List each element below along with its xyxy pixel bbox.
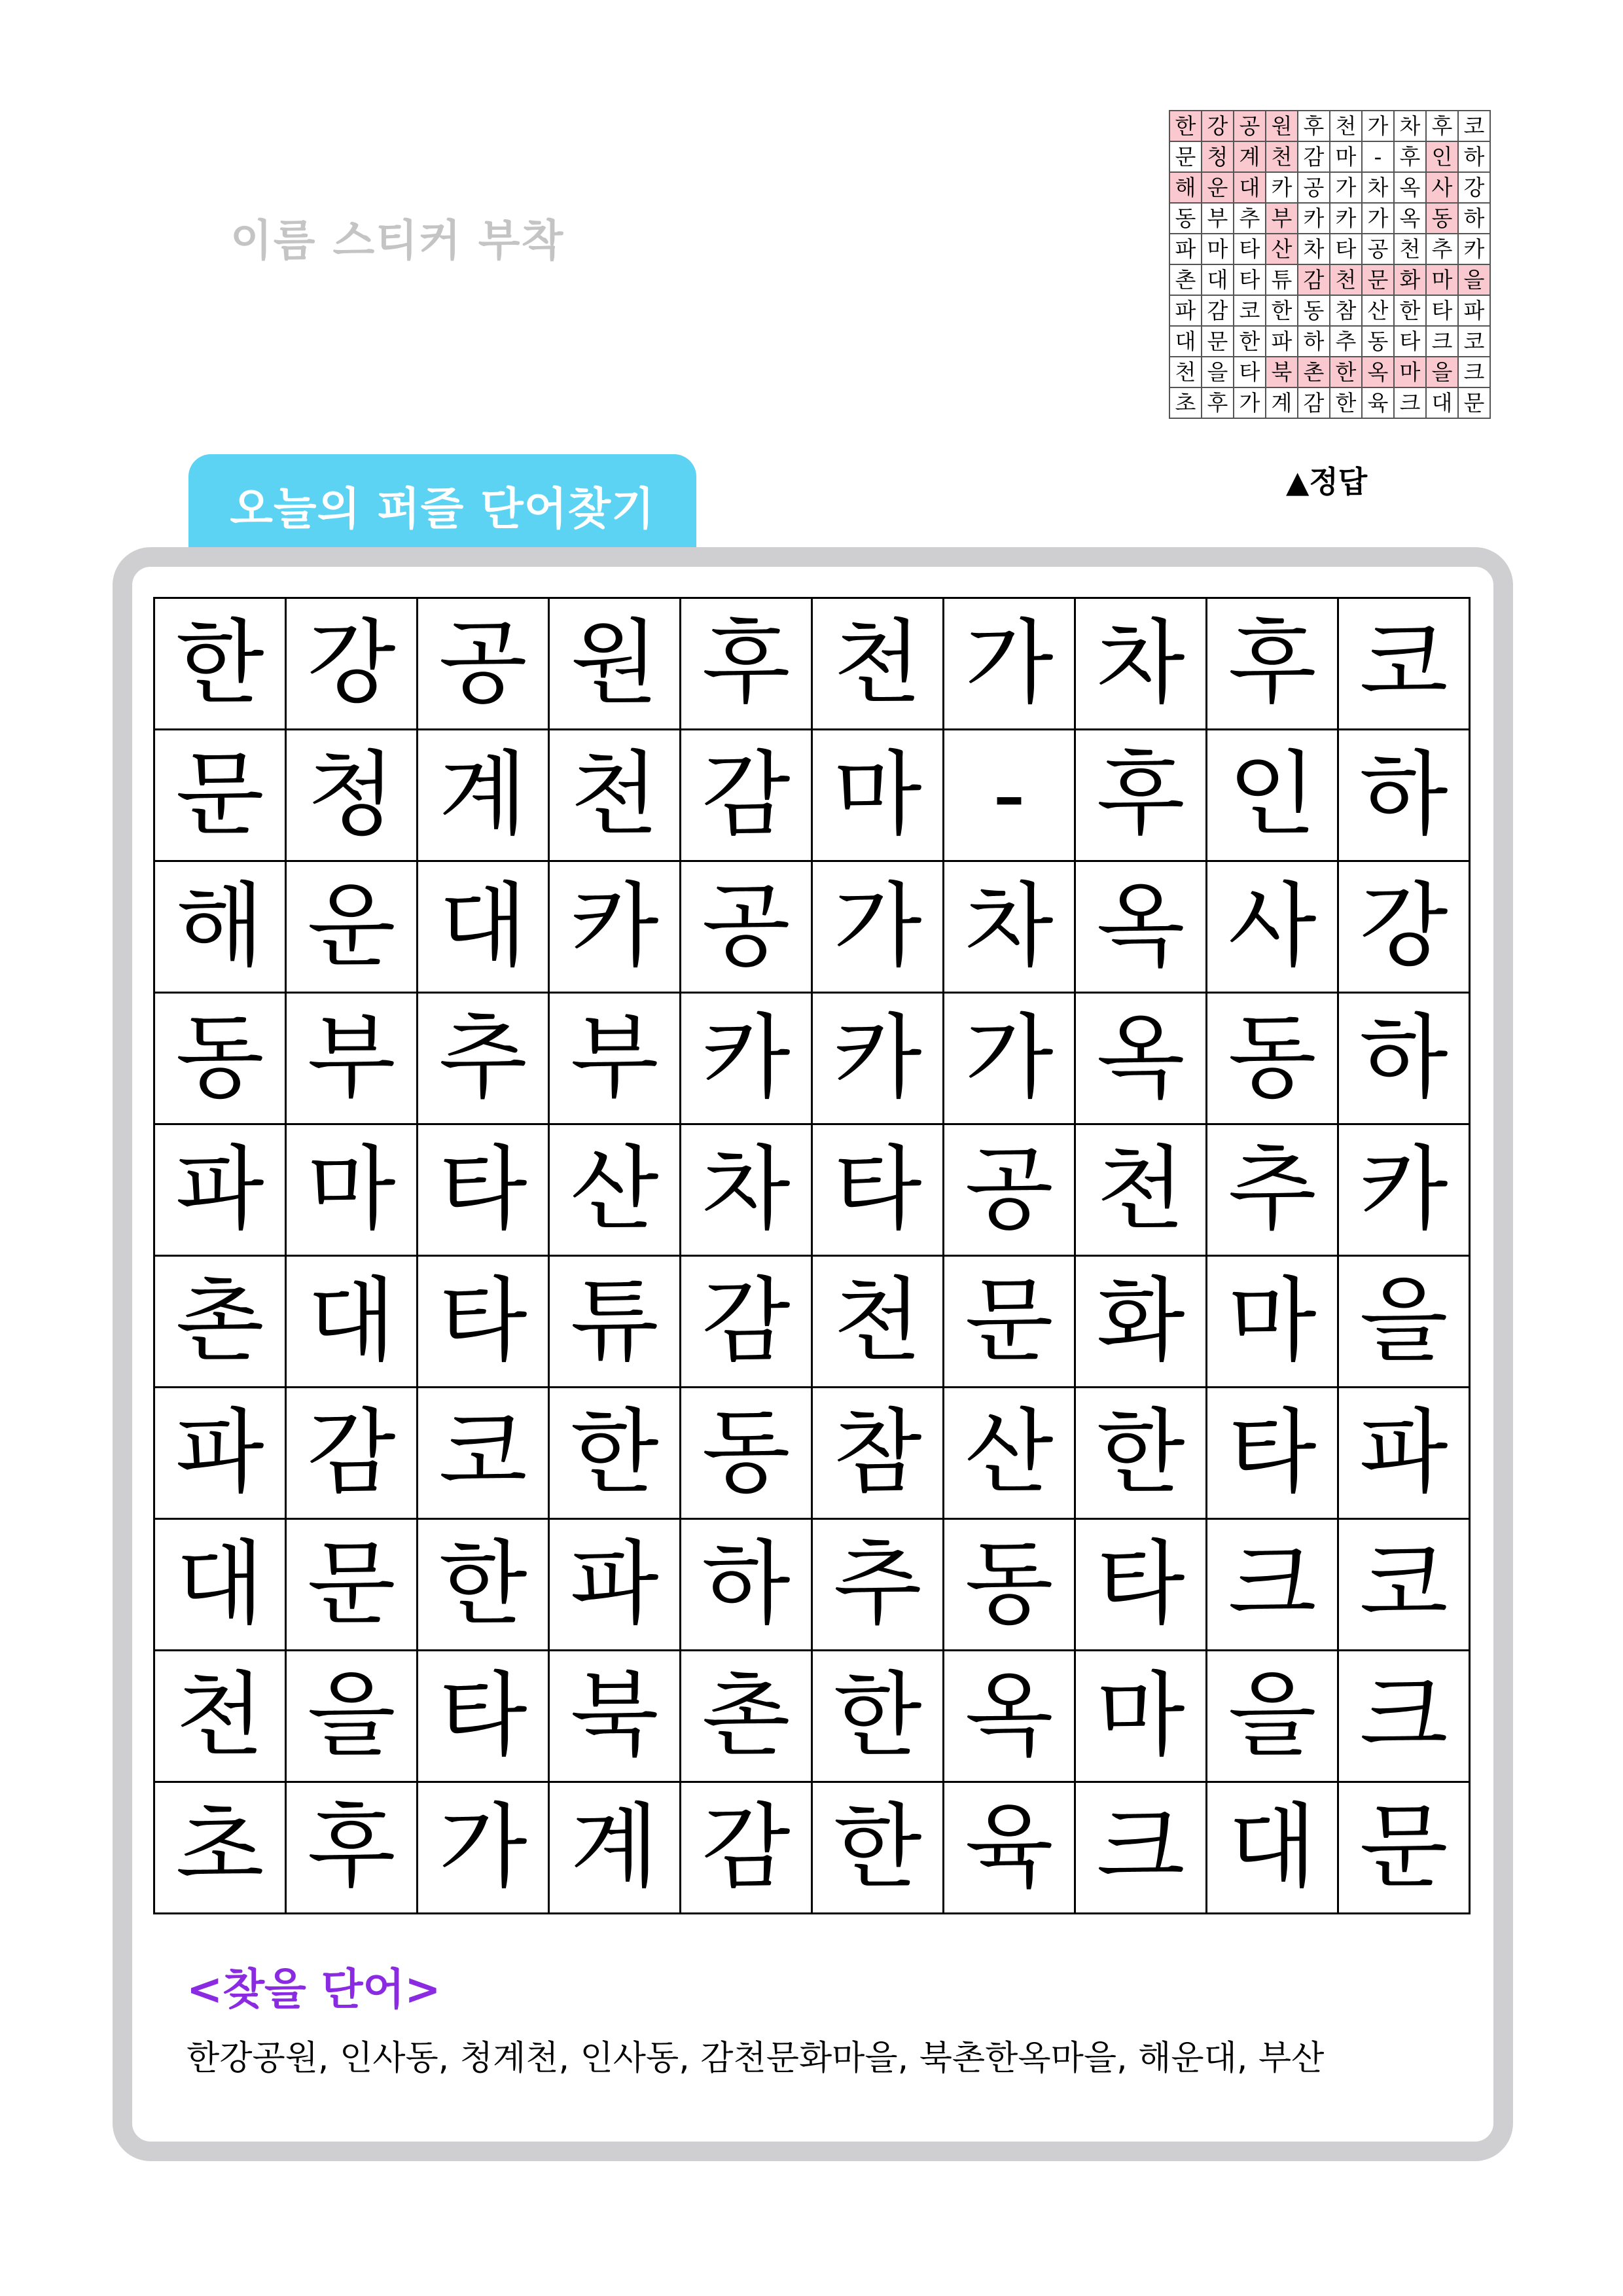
answer-key-cell: 동 [1362, 326, 1394, 357]
puzzle-cell: 옥 [1075, 993, 1207, 1124]
puzzle-cell: 부 [286, 993, 418, 1124]
puzzle-cell: 천 [1075, 1124, 1207, 1256]
answer-key-cell: 차 [1362, 172, 1394, 203]
puzzle-row [154, 861, 1470, 993]
puzzle-cell: 감 [681, 1782, 812, 1914]
puzzle-cell: 청 [286, 730, 418, 861]
puzzle-cell: 타 [1075, 1519, 1207, 1651]
puzzle-cell: 한 [418, 1519, 549, 1651]
puzzle-cell: 계 [549, 1782, 681, 1914]
answer-key-cell: - [1362, 141, 1394, 172]
answer-key-cell: 동 [1426, 203, 1458, 234]
answer-key-cell: 차 [1394, 111, 1426, 141]
answer-key-cell: 크 [1426, 326, 1458, 357]
puzzle-cell: 동 [154, 993, 286, 1124]
puzzle-cell: 하 [1338, 993, 1470, 1124]
puzzle-row [154, 598, 1470, 730]
answer-key-cell: 촌 [1298, 357, 1330, 387]
puzzle-cell: 부 [549, 993, 681, 1124]
answer-key-cell: 을 [1458, 264, 1490, 295]
answer-key-cell: 코 [1458, 111, 1490, 141]
puzzle-cell: 공 [418, 598, 549, 730]
puzzle-cell: 초 [154, 1782, 286, 1914]
puzzle-cell: 타 [418, 1124, 549, 1256]
answer-key-row [1169, 172, 1490, 203]
puzzle-cell: 북 [549, 1651, 681, 1782]
answer-key-cell: 옥 [1362, 357, 1394, 387]
puzzle-cell: 문 [944, 1256, 1075, 1388]
answer-key-cell: 대 [1169, 326, 1202, 357]
puzzle-cell: 을 [286, 1651, 418, 1782]
puzzle-cell: 강 [286, 598, 418, 730]
answer-key-cell: 크 [1458, 357, 1490, 387]
answer-key-cell: 한 [1330, 387, 1362, 418]
puzzle-cell: 문 [1338, 1782, 1470, 1914]
answer-key-cell: 가 [1362, 203, 1394, 234]
puzzle-cell: 한 [154, 598, 286, 730]
answer-key-cell: 천 [1266, 141, 1298, 172]
puzzle-cell: 타 [1207, 1388, 1338, 1519]
puzzle-cell: 동 [1207, 993, 1338, 1124]
answer-key-cell: 후 [1394, 141, 1426, 172]
answer-key-cell: 카 [1266, 172, 1298, 203]
answer-key-cell: 해 [1169, 172, 1202, 203]
answer-key-cell: 강 [1202, 111, 1234, 141]
puzzle-cell: 공 [681, 861, 812, 993]
puzzle-row [154, 1256, 1470, 1388]
puzzle-cell: 문 [286, 1519, 418, 1651]
words-list: 한강공원, 인사동, 청계천, 인사동, 감천문화마을, 북촌한옥마을, 해운대, 부산 [187, 2039, 1325, 2078]
answer-key-row [1169, 387, 1490, 418]
answer-key-cell: 육 [1362, 387, 1394, 418]
puzzle-cell: 파 [154, 1388, 286, 1519]
answer-key-cell: 타 [1234, 357, 1266, 387]
answer-key-cell: 공 [1298, 172, 1330, 203]
answer-key-cell: 타 [1234, 234, 1266, 264]
puzzle-cell: 산 [549, 1124, 681, 1256]
puzzle-cell: 파 [1338, 1388, 1470, 1519]
answer-key-cell: 추 [1330, 326, 1362, 357]
answer-key-cell: 산 [1266, 234, 1298, 264]
puzzle-row [154, 1388, 1470, 1519]
puzzle-cell: 사 [1207, 861, 1338, 993]
answer-key-cell: 초 [1169, 387, 1202, 418]
answer-key-grid [1169, 110, 1491, 419]
puzzle-cell: 파 [549, 1519, 681, 1651]
answer-key-cell: 튜 [1266, 264, 1298, 295]
puzzle-cell: 추 [418, 993, 549, 1124]
puzzle-cell: 감 [681, 1256, 812, 1388]
puzzle-tab [188, 454, 696, 551]
puzzle-cell: 대 [286, 1256, 418, 1388]
answer-key-row [1169, 326, 1490, 357]
answer-key-cell: 파 [1169, 234, 1202, 264]
puzzle-cell: 하 [1338, 730, 1470, 861]
puzzle-cell: 후 [286, 1782, 418, 1914]
answer-key-cell: 크 [1394, 387, 1426, 418]
puzzle-cell: 인 [1207, 730, 1338, 861]
answer-key-cell: 차 [1298, 234, 1330, 264]
answer-key-row [1169, 264, 1490, 295]
puzzle-row [154, 1519, 1470, 1651]
answer-key-cell: 동 [1169, 203, 1202, 234]
answer-key-cell: 카 [1330, 203, 1362, 234]
puzzle-cell: 차 [1075, 598, 1207, 730]
answer-key-cell: 화 [1394, 264, 1426, 295]
answer-key-cell: 코 [1234, 295, 1266, 326]
puzzle-cell: 참 [812, 1388, 944, 1519]
answer-key-cell: 대 [1426, 387, 1458, 418]
puzzle-cell: 대 [154, 1519, 286, 1651]
answer-key-cell: 대 [1202, 264, 1234, 295]
puzzle-cell: 가 [944, 598, 1075, 730]
puzzle-cell: 해 [154, 861, 286, 993]
answer-key-label: ▲정답 [1286, 464, 1368, 499]
puzzle-cell: 문 [154, 730, 286, 861]
answer-key-row [1169, 357, 1490, 387]
answer-key-cell: 감 [1298, 141, 1330, 172]
puzzle-cell: 감 [681, 730, 812, 861]
answer-key-cell: 파 [1458, 295, 1490, 326]
puzzle-cell: 천 [812, 1256, 944, 1388]
puzzle-cell: 크 [1207, 1519, 1338, 1651]
puzzle-cell: 천 [549, 730, 681, 861]
puzzle-cell: 하 [681, 1519, 812, 1651]
puzzle-cell: 강 [1338, 861, 1470, 993]
puzzle-cell: 추 [1207, 1124, 1338, 1256]
answer-key-cell: 운 [1202, 172, 1234, 203]
puzzle-cell: 카 [1338, 1124, 1470, 1256]
answer-key-cell: 카 [1458, 234, 1490, 264]
puzzle-cell: 코 [1338, 1519, 1470, 1651]
puzzle-cell: 육 [944, 1782, 1075, 1914]
answer-key-cell: 마 [1394, 357, 1426, 387]
answer-key-cell: 문 [1169, 141, 1202, 172]
puzzle-cell: 촌 [154, 1256, 286, 1388]
puzzle-cell: 마 [1075, 1651, 1207, 1782]
answer-key-cell: 한 [1266, 295, 1298, 326]
answer-key-cell: 부 [1202, 203, 1234, 234]
answer-key-cell: 천 [1394, 234, 1426, 264]
puzzle-cell: 운 [286, 861, 418, 993]
puzzle-row [154, 1651, 1470, 1782]
puzzle-cell: 파 [154, 1124, 286, 1256]
answer-key-cell: 후 [1202, 387, 1234, 418]
puzzle-row [154, 1782, 1470, 1914]
answer-key-cell: 타 [1234, 264, 1266, 295]
answer-key-row [1169, 111, 1490, 141]
puzzle-cell: 옥 [1075, 861, 1207, 993]
answer-key-cell: 원 [1266, 111, 1298, 141]
answer-key-cell: 을 [1426, 357, 1458, 387]
answer-key-cell: 하 [1298, 326, 1330, 357]
answer-key-cell: 천 [1169, 357, 1202, 387]
answer-key-cell: 한 [1330, 357, 1362, 387]
answer-key-cell: 사 [1426, 172, 1458, 203]
answer-key-cell: 청 [1202, 141, 1234, 172]
puzzle-title: 오늘의 퍼즐 단어찾기 [230, 484, 655, 535]
puzzle-cell: 공 [944, 1124, 1075, 1256]
puzzle-cell: 마 [286, 1124, 418, 1256]
answer-key-cell: 가 [1362, 111, 1394, 141]
answer-key-cell: 부 [1266, 203, 1298, 234]
puzzle-row [154, 730, 1470, 861]
answer-key-cell: 카 [1298, 203, 1330, 234]
puzzle-cell: 차 [681, 1124, 812, 1256]
answer-key-cell: 감 [1202, 295, 1234, 326]
answer-key-cell: 동 [1298, 295, 1330, 326]
puzzle-cell: 산 [944, 1388, 1075, 1519]
answer-key-cell: 가 [1234, 387, 1266, 418]
puzzle-cell: - [944, 730, 1075, 861]
puzzle-cell: 동 [944, 1519, 1075, 1651]
puzzle-cell: 가 [812, 861, 944, 993]
puzzle-cell: 을 [1338, 1256, 1470, 1388]
answer-key-cell: 후 [1426, 111, 1458, 141]
answer-key-cell: 문 [1458, 387, 1490, 418]
answer-key-cell: 참 [1330, 295, 1362, 326]
puzzle-cell: 한 [812, 1651, 944, 1782]
puzzle-cell: 후 [681, 598, 812, 730]
puzzle-cell: 카 [812, 993, 944, 1124]
answer-key-cell: 추 [1426, 234, 1458, 264]
answer-key-row [1169, 141, 1490, 172]
answer-key-cell: 천 [1330, 264, 1362, 295]
answer-key-cell: 옥 [1394, 172, 1426, 203]
puzzle-cell: 코 [1338, 598, 1470, 730]
answer-key-cell: 천 [1330, 111, 1362, 141]
answer-key-cell: 마 [1426, 264, 1458, 295]
puzzle-cell: 추 [812, 1519, 944, 1651]
puzzle-cell: 한 [1075, 1388, 1207, 1519]
answer-key-cell: 타 [1330, 234, 1362, 264]
answer-key-cell: 마 [1202, 234, 1234, 264]
answer-key-cell: 후 [1298, 111, 1330, 141]
puzzle-cell: 크 [1075, 1782, 1207, 1914]
answer-key-cell: 코 [1458, 326, 1490, 357]
words-heading: <찾을 단어> [187, 1964, 441, 2015]
puzzle-cell: 후 [1075, 730, 1207, 861]
answer-key-cell: 마 [1330, 141, 1362, 172]
answer-key-cell: 타 [1394, 326, 1426, 357]
answer-key-row [1169, 234, 1490, 264]
puzzle-cell: 후 [1207, 598, 1338, 730]
answer-key-cell: 옥 [1394, 203, 1426, 234]
answer-key-cell: 산 [1362, 295, 1394, 326]
puzzle-cell: 가 [944, 993, 1075, 1124]
answer-key-cell: 추 [1234, 203, 1266, 234]
puzzle-cell: 대 [418, 861, 549, 993]
word-search-grid [153, 597, 1471, 1914]
answer-key-cell: 계 [1266, 387, 1298, 418]
puzzle-cell: 감 [286, 1388, 418, 1519]
puzzle-cell: 크 [1338, 1651, 1470, 1782]
puzzle-cell: 카 [549, 861, 681, 993]
answer-key-cell: 한 [1394, 295, 1426, 326]
answer-key-cell: 대 [1234, 172, 1266, 203]
puzzle-cell: 타 [418, 1256, 549, 1388]
puzzle-cell: 가 [418, 1782, 549, 1914]
puzzle-cell: 차 [944, 861, 1075, 993]
answer-key-cell: 가 [1330, 172, 1362, 203]
puzzle-cell: 을 [1207, 1651, 1338, 1782]
puzzle-cell: 한 [812, 1782, 944, 1914]
puzzle-cell: 한 [549, 1388, 681, 1519]
puzzle-row [154, 1124, 1470, 1256]
puzzle-cell: 계 [418, 730, 549, 861]
puzzle-cell: 천 [154, 1651, 286, 1782]
answer-key-cell: 감 [1298, 264, 1330, 295]
puzzle-cell: 동 [681, 1388, 812, 1519]
answer-key-cell: 감 [1298, 387, 1330, 418]
answer-key-row [1169, 295, 1490, 326]
answer-key-cell: 하 [1458, 203, 1490, 234]
puzzle-cell: 타 [812, 1124, 944, 1256]
answer-key-cell: 계 [1234, 141, 1266, 172]
puzzle-cell: 화 [1075, 1256, 1207, 1388]
answer-key-cell: 강 [1458, 172, 1490, 203]
answer-key-cell: 파 [1266, 326, 1298, 357]
puzzle-cell: 마 [812, 730, 944, 861]
puzzle-cell: 타 [418, 1651, 549, 1782]
puzzle-row [154, 993, 1470, 1124]
answer-key-cell: 북 [1266, 357, 1298, 387]
puzzle-cell: 천 [812, 598, 944, 730]
puzzle-cell: 옥 [944, 1651, 1075, 1782]
name-sticker-label: 이름 스티커 부착 [230, 215, 565, 266]
answer-key-cell: 촌 [1169, 264, 1202, 295]
answer-key-cell: 문 [1202, 326, 1234, 357]
puzzle-cell: 튜 [549, 1256, 681, 1388]
puzzle-cell: 코 [418, 1388, 549, 1519]
answer-key-cell: 타 [1426, 295, 1458, 326]
answer-key-cell: 파 [1169, 295, 1202, 326]
answer-key-cell: 인 [1426, 141, 1458, 172]
answer-key-cell: 한 [1169, 111, 1202, 141]
answer-key-cell: 을 [1202, 357, 1234, 387]
answer-key-row [1169, 203, 1490, 234]
puzzle-cell: 대 [1207, 1782, 1338, 1914]
answer-key-cell: 하 [1458, 141, 1490, 172]
puzzle-cell: 카 [681, 993, 812, 1124]
puzzle-cell: 마 [1207, 1256, 1338, 1388]
puzzle-cell: 촌 [681, 1651, 812, 1782]
answer-key-cell: 한 [1234, 326, 1266, 357]
puzzle-cell: 원 [549, 598, 681, 730]
answer-key-cell: 공 [1362, 234, 1394, 264]
answer-key-cell: 공 [1234, 111, 1266, 141]
answer-key-cell: 문 [1362, 264, 1394, 295]
